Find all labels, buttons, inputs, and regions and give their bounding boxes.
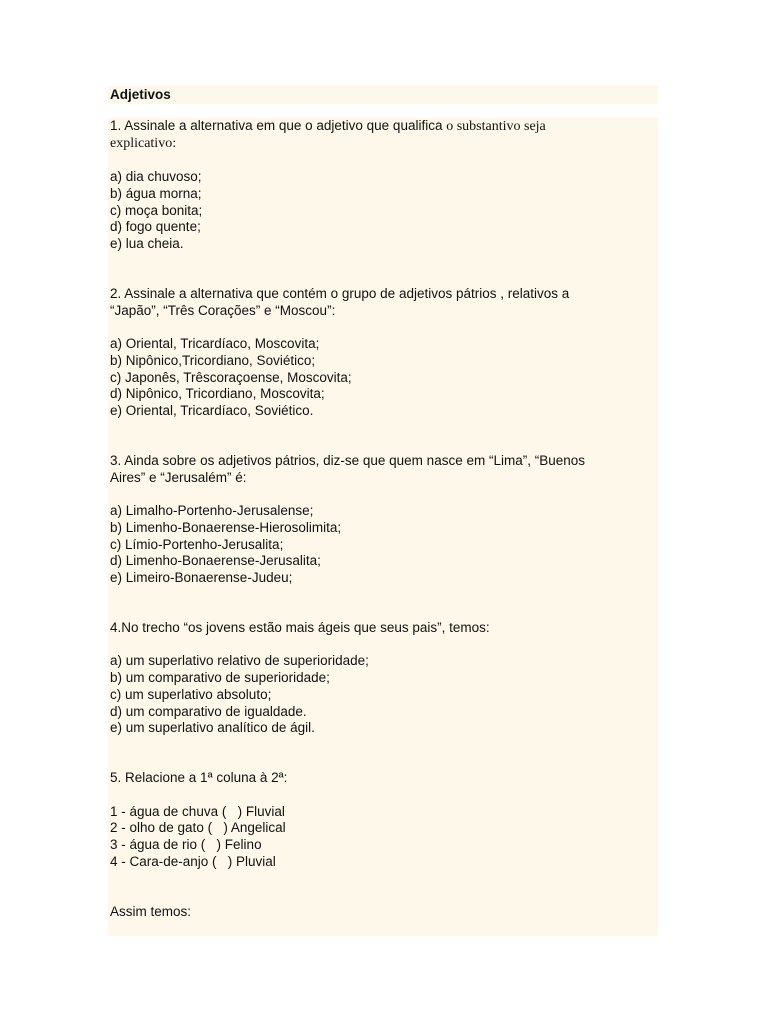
question-2-line-2: “Japão”, “Três Corações” e “Moscou”: (110, 302, 336, 318)
option: c) moça bonita; (110, 202, 203, 218)
option: e) um superlativo analítico de ágil. (110, 720, 315, 736)
option: b) Nipônico,Tricordiano, Soviético; (110, 352, 316, 368)
option: a) Oriental, Tricardíaco, Moscovita; (110, 336, 320, 352)
option: b) Limenho-Bonaerense-Hierosolimita; (110, 519, 342, 535)
option: 4 - Cara-de-anjo ( ) Pluvial (110, 853, 276, 869)
option: b) água morna; (110, 185, 202, 201)
option: c) Japonês, Trêscoraçoense, Moscovita; (110, 369, 352, 385)
page-title: Adjetivos (108, 86, 658, 104)
question-4 (110, 620, 658, 737)
option: d) Nipônico, Tricordiano, Moscovita; (110, 386, 325, 402)
option: 1 - água de chuva ( ) Fluvial (110, 803, 285, 819)
question-2-options (110, 336, 658, 420)
option: b) um comparativo de superioridade; (110, 670, 330, 686)
question-2-line-1: 2. Assinale a alternativa que contém o grupo de adjetivos pátrios , relativos a (110, 286, 570, 301)
option: a) um superlativo relativo de superioridade; (110, 653, 369, 669)
question-5 (110, 770, 658, 870)
question-3-options (110, 503, 658, 587)
option: d) fogo quente; (110, 219, 201, 235)
question-4-line-1: 4.No trecho “os jovens estão mais ágeis que seus pais”, temos: (110, 620, 490, 635)
question-3-line-1: 3. Ainda sobre os adjetivos pátrios, diz-se que quem nasce em “Lima”, “Buenos (110, 453, 585, 468)
option: 2 - olho de gato ( ) Angelical (110, 820, 286, 836)
question-5-line-1: 5. Relacione a 1ª coluna à 2ª: (110, 770, 288, 786)
question-5-options (110, 804, 658, 871)
option: d) um comparativo de igualdade. (110, 703, 307, 719)
option: c) um superlativo absoluto; (110, 686, 272, 702)
option: d) Limenho-Bonaerense-Jerusalita; (110, 553, 321, 569)
question-4-options (110, 653, 658, 737)
question-1-line-2: explicativo: (110, 135, 177, 151)
option: e) lua cheia. (110, 235, 184, 251)
option: e) Oriental, Tricardíaco, Soviético. (110, 402, 314, 418)
question-3 (110, 453, 658, 587)
document-body (108, 118, 658, 936)
option: 3 - água de rio ( ) Felino (110, 837, 262, 853)
option: c) Límio-Portenho-Jerusalita; (110, 536, 284, 552)
question-2 (110, 286, 658, 420)
question-1-line-1: 1. Assinale a alternativa em que o adjetivo que qualifica o substantivo seja (110, 118, 546, 134)
option: a) Limalho-Portenho-Jerusalense; (110, 503, 314, 519)
question-1-options (110, 169, 658, 253)
option: a) dia chuvoso; (110, 169, 202, 185)
question-3-line-2: Aires” e “Jerusalém” é: (110, 469, 247, 485)
closing-text: Assim temos: (110, 903, 192, 919)
option: e) Limeiro-Bonaerense-Judeu; (110, 569, 293, 585)
question-1 (110, 118, 658, 253)
